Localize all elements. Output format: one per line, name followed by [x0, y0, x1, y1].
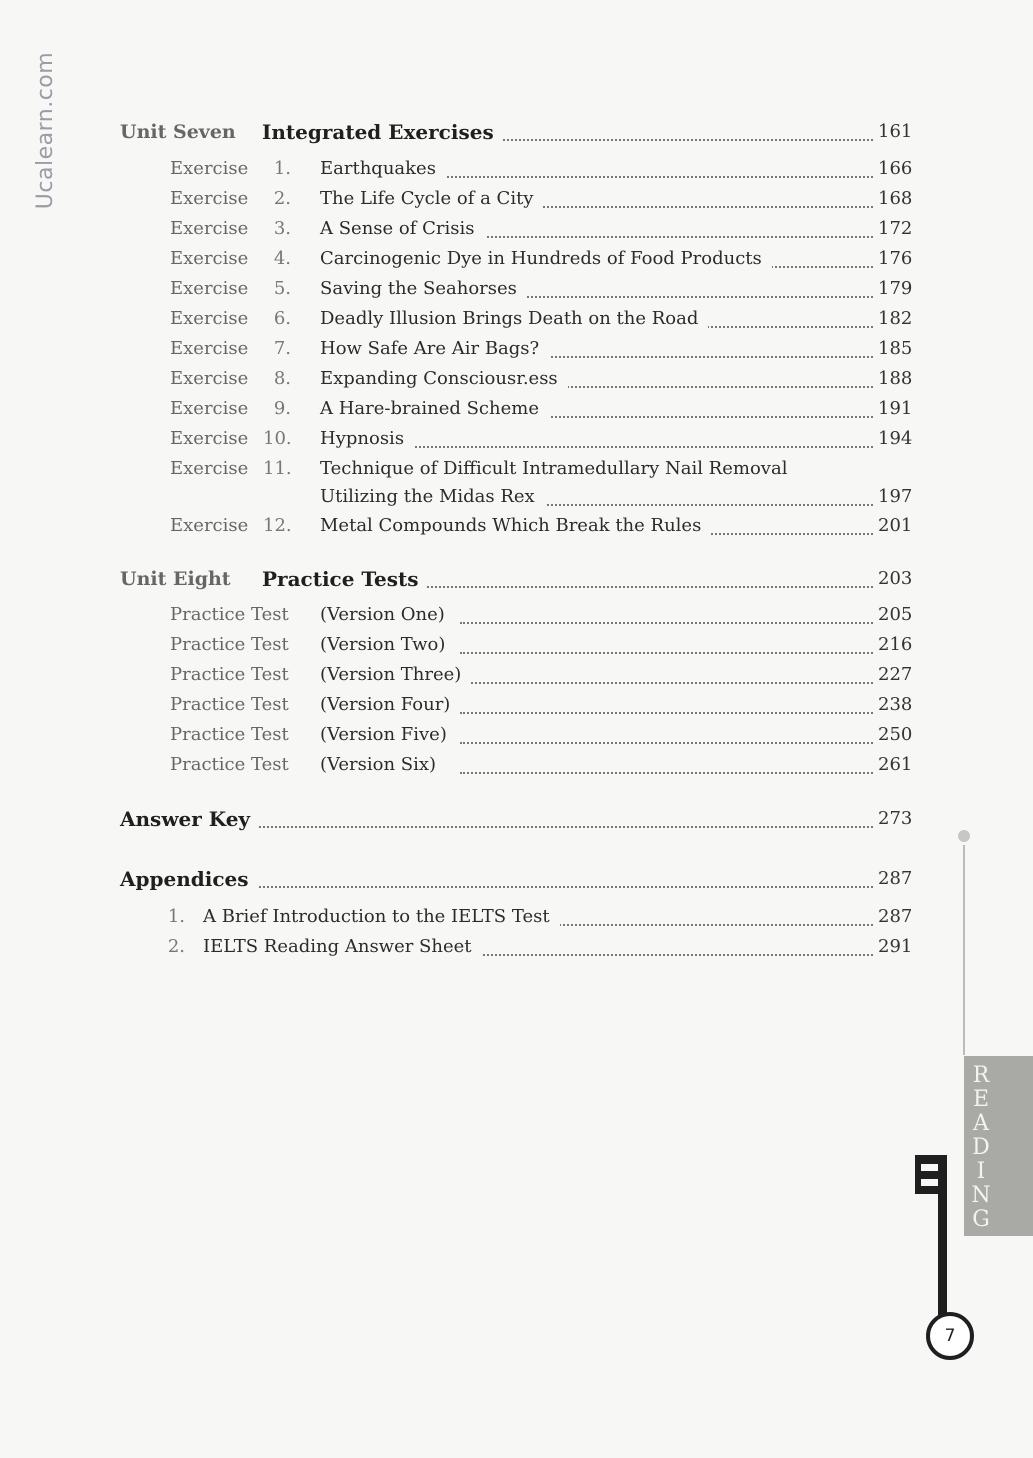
page-number: 287 [876, 864, 918, 894]
item-title: (Version Six) [320, 750, 446, 780]
unit-label: Unit Seven [120, 121, 236, 143]
item-title: Carcinogenic Dye in Hundreds of Food Products [320, 244, 772, 274]
item-title: (Version Two) [320, 630, 455, 660]
item-title: Metal Compounds Which Break the Rules [320, 511, 711, 541]
leader-dots [235, 856, 873, 888]
page-number: 216 [876, 630, 918, 660]
decorative-line [963, 845, 965, 1055]
item-title: (Version Three) [320, 660, 471, 690]
item-number: 6. [273, 308, 291, 329]
page-number: 176 [876, 244, 918, 274]
item-number: 3. [273, 218, 291, 239]
page-number: 172 [876, 214, 918, 244]
page-number: 261 [876, 750, 918, 780]
item-label: Exercise [170, 158, 249, 179]
tab-letter: A [973, 1111, 989, 1136]
page-number: 197 [876, 482, 918, 512]
unit-label: Unit Eight [120, 568, 231, 590]
leader-dots [460, 622, 873, 654]
page-number: 201 [876, 511, 918, 541]
item-label: Practice Test [170, 694, 289, 715]
page-number: 188 [876, 364, 918, 394]
page-number: 291 [876, 932, 918, 962]
page-number: 250 [876, 720, 918, 750]
item-label: Practice Test [170, 754, 289, 775]
item-title: How Safe Are Air Bags? [320, 334, 549, 364]
item-label: Practice Test [170, 634, 289, 655]
tab-letter: R [972, 1063, 990, 1088]
toc-appendix-item-row [0, 902, 1033, 932]
tab-letter: G [972, 1207, 990, 1232]
page-number: 227 [876, 660, 918, 690]
item-label: Exercise [170, 188, 249, 209]
toc-item-row [0, 244, 1033, 274]
appendices-title: Appendices [120, 864, 257, 894]
toc-item-row [0, 454, 1033, 484]
leader-dots [460, 712, 873, 744]
page-number: 182 [876, 304, 918, 334]
item-title: (Version Four) [320, 690, 460, 720]
item-label: Practice Test [170, 664, 289, 685]
toc-item-row [0, 424, 1033, 454]
item-number: 1. [273, 158, 291, 179]
item-label: Exercise [170, 218, 249, 239]
tab-letter: N [971, 1183, 991, 1208]
leader-dots [470, 109, 873, 141]
item-label: Exercise [170, 515, 249, 536]
toc-item-row [0, 274, 1033, 304]
leader-dots [240, 796, 873, 828]
item-number: 7. [273, 338, 291, 359]
section-title: Integrated Exercises [262, 117, 502, 147]
item-title: Earthquakes [320, 154, 446, 184]
decorative-dot [958, 830, 970, 842]
page-number: 238 [876, 690, 918, 720]
item-title: Deadly Illusion Brings Death on the Road [320, 304, 708, 334]
page-number: 161 [876, 117, 918, 147]
leader-dots [440, 146, 873, 178]
item-number: 8. [273, 368, 291, 389]
toc-item-row [0, 750, 1033, 780]
item-title: Hypnosis [320, 424, 414, 454]
page-number: 166 [876, 154, 918, 184]
item-number: 1. [167, 906, 185, 927]
item-number: 5. [273, 278, 291, 299]
toc-item-row [0, 511, 1033, 541]
tab-letter: E [972, 1087, 990, 1112]
page-number-badge [926, 1312, 974, 1360]
page-number: 185 [876, 334, 918, 364]
page-number: 287 [876, 902, 918, 932]
item-title: A Sense of Crisis [320, 214, 485, 244]
item-number: 2. [273, 188, 291, 209]
item-label: Exercise [170, 428, 249, 449]
item-label: Exercise [170, 278, 249, 299]
toc-answer-key-row [0, 804, 1033, 834]
item-number: 9. [273, 398, 291, 419]
toc-appendices-row [0, 864, 1033, 894]
page-number-text: 7 [944, 1326, 956, 1346]
leader-dots [700, 503, 873, 535]
item-title: A Brief Introduction to the IELTS Test [203, 902, 560, 932]
leader-dots [460, 592, 873, 624]
item-label: Exercise [170, 368, 249, 389]
item-label: Exercise [170, 248, 249, 269]
toc-item-row [0, 334, 1033, 364]
toc-item-row [0, 304, 1033, 334]
item-title: (Version Five) [320, 720, 457, 750]
item-label: Exercise [170, 398, 249, 419]
item-label: Exercise [170, 458, 249, 479]
item-title: (Version One) [320, 600, 455, 630]
item-number: 12. [263, 515, 292, 536]
item-number: 2. [167, 936, 185, 957]
toc-appendix-item-row [0, 932, 1033, 962]
page-number: 191 [876, 394, 918, 424]
item-title: A Hare-brained Scheme [320, 394, 549, 424]
toc-item-row [0, 184, 1033, 214]
page-number: 205 [876, 600, 918, 630]
item-label: Practice Test [170, 724, 289, 745]
toc-item-row [0, 364, 1033, 394]
leader-dots [460, 742, 873, 774]
item-title-line2: Utilizing the Midas Rex [320, 482, 545, 512]
item-title: Expanding Consciousr.ess [320, 364, 568, 394]
item-label: Exercise [170, 338, 249, 359]
page-number: 203 [876, 564, 918, 594]
toc-unit-eight-row [0, 564, 1033, 594]
item-title: Saving the Seahorses [320, 274, 527, 304]
toc-unit-seven-row [0, 117, 1033, 147]
item-number: 11. [263, 458, 292, 479]
item-label: Exercise [170, 308, 249, 329]
leader-dots [460, 682, 873, 714]
tab-letter: D [972, 1135, 990, 1160]
item-title: The Life Cycle of a City [320, 184, 543, 214]
leader-dots [460, 652, 873, 684]
page-number: 168 [876, 184, 918, 214]
leader-dots [550, 894, 873, 926]
watermark-text: Ucalearn.com [33, 51, 59, 209]
toc-item-row-continued [0, 482, 1033, 512]
item-label: Practice Test [170, 604, 289, 625]
answer-key-title: Answer Key [120, 804, 258, 834]
tab-letter: I [976, 1159, 986, 1184]
item-number: 4. [273, 248, 291, 269]
toc-item-row [0, 394, 1033, 424]
item-title: Technique of Difficult Intramedullary Nail Removal [320, 454, 797, 484]
page-number: 273 [876, 804, 918, 834]
page-number: 194 [876, 424, 918, 454]
item-number: 10. [263, 428, 292, 449]
item-title: IELTS Reading Answer Sheet [203, 932, 482, 962]
page-number: 179 [876, 274, 918, 304]
section-title: Practice Tests [262, 564, 426, 594]
leader-dots [410, 556, 873, 588]
